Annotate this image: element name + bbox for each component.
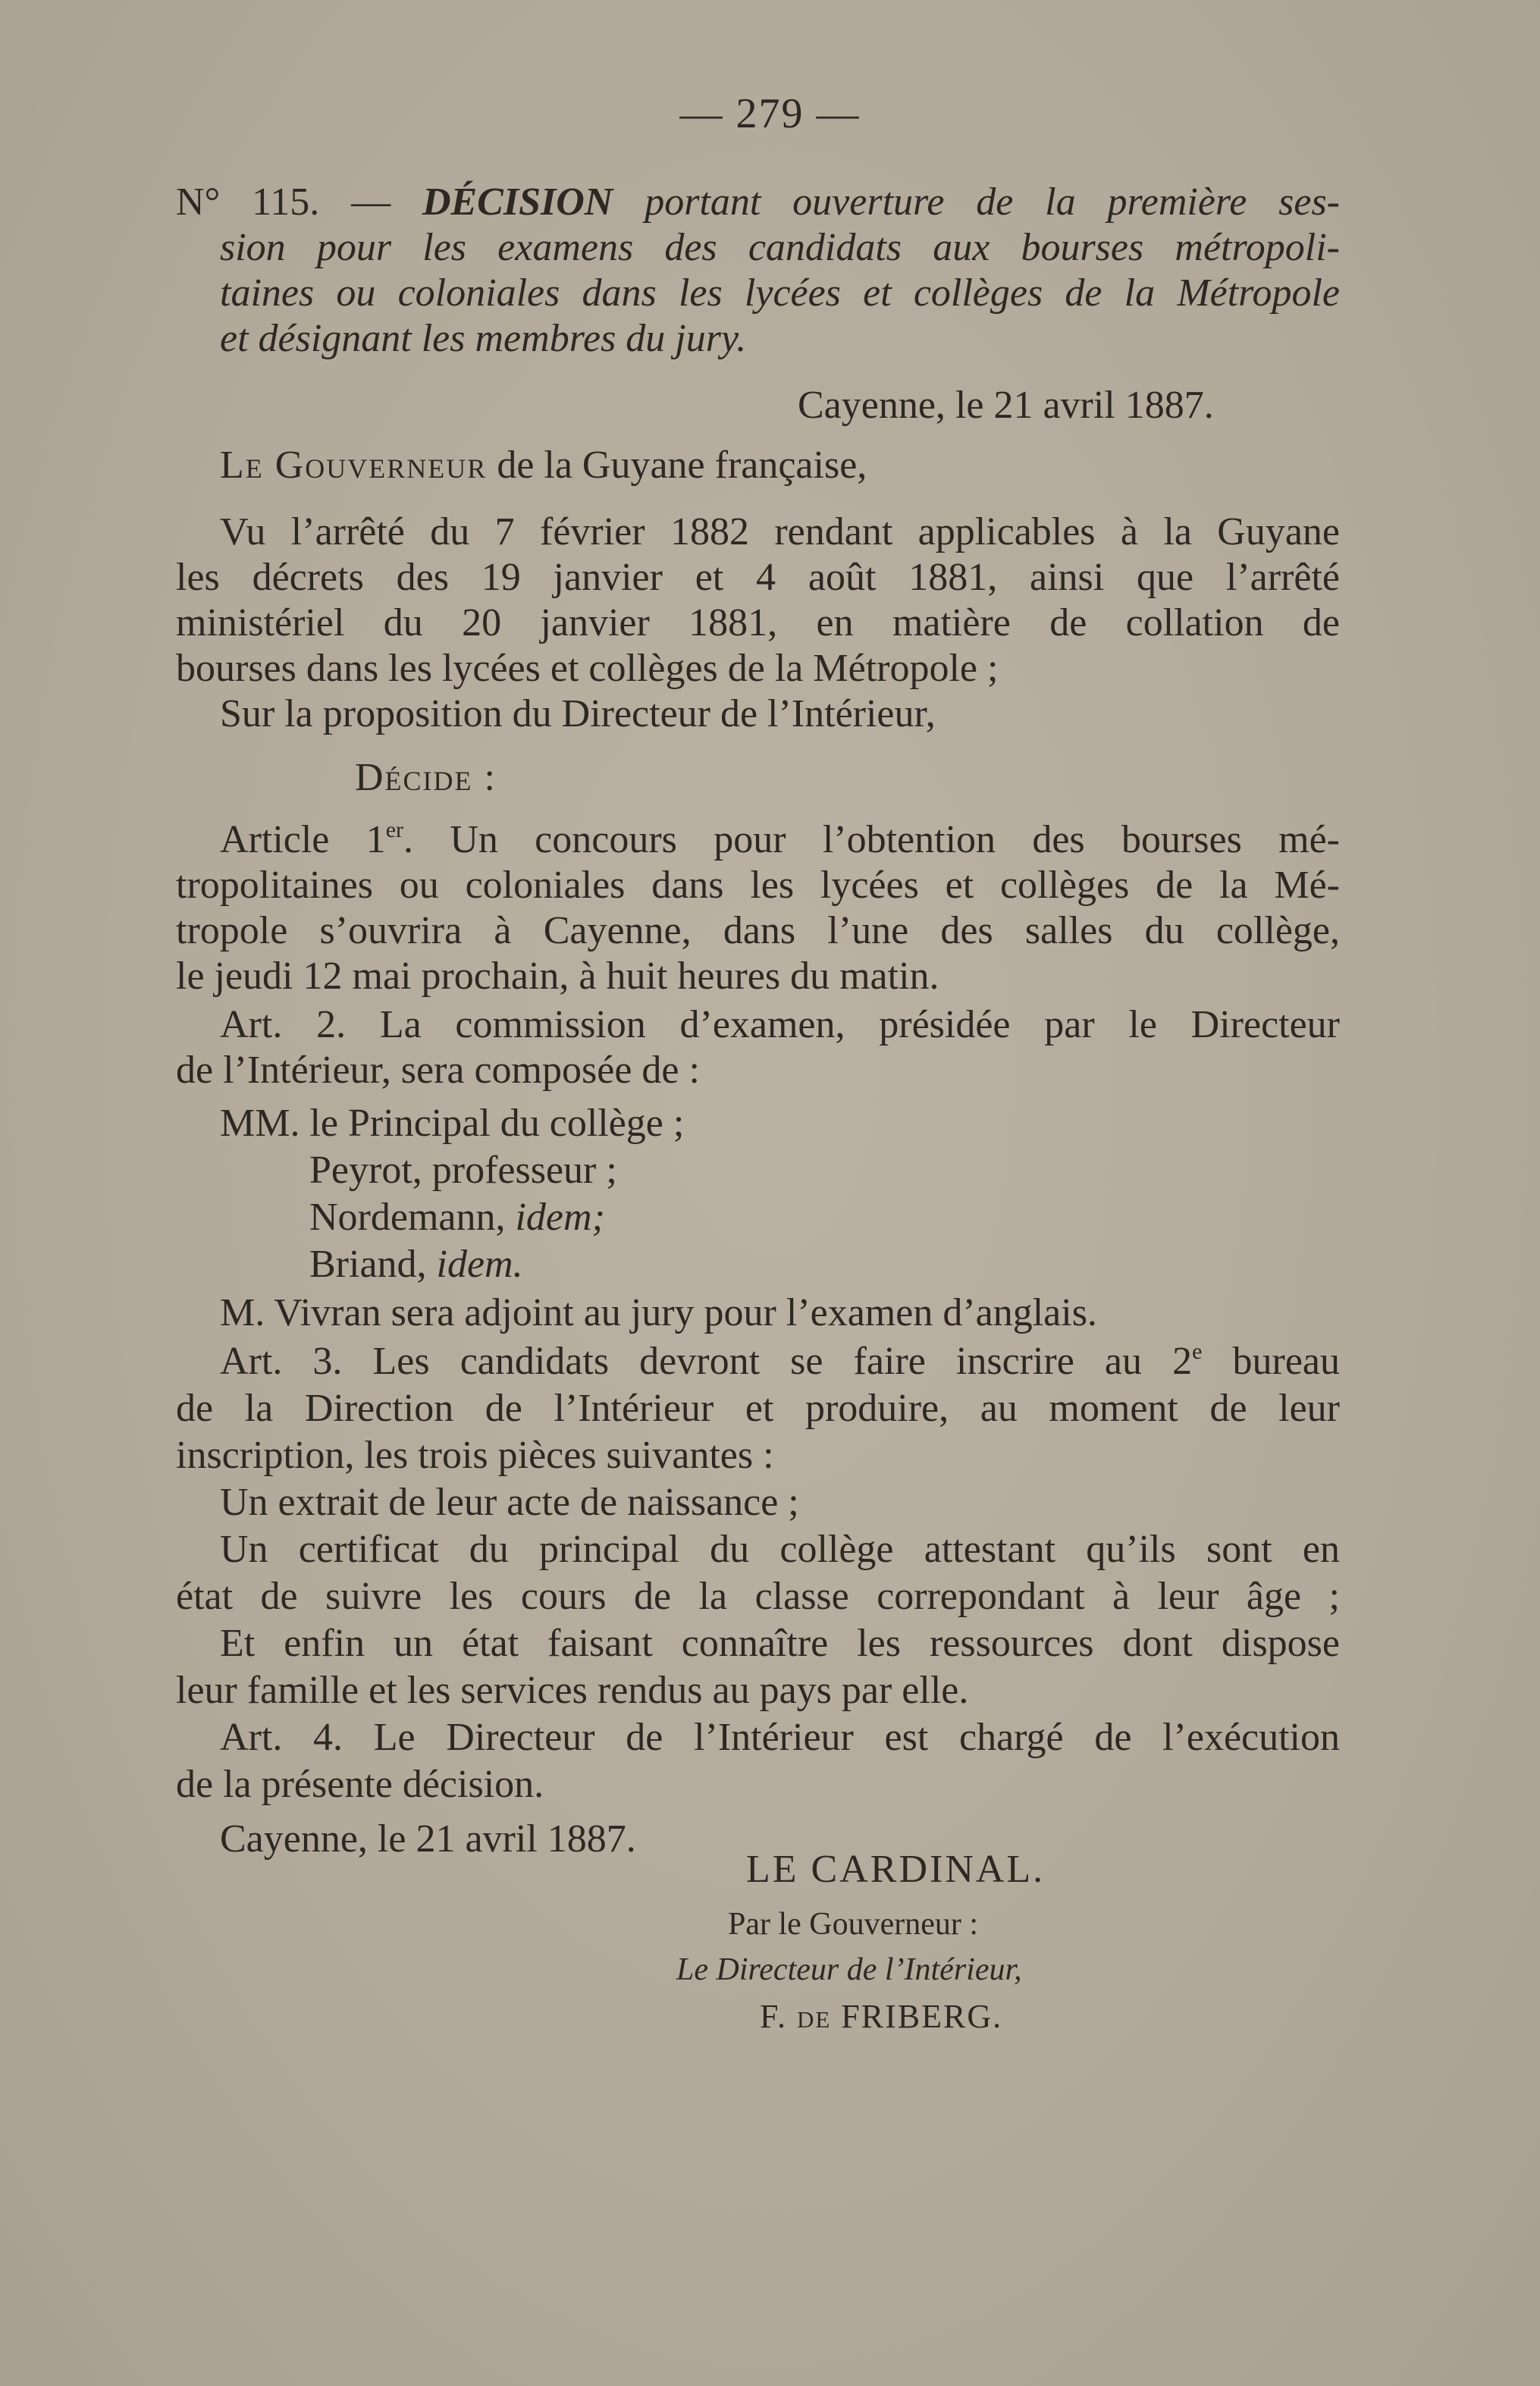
article1-line-3: tropole s’ouvrira à Cayenne, dans l’une des salles du collège, — [176, 909, 1340, 952]
authority-rest: de la Guyane française, — [487, 444, 867, 487]
article1-line-4: le jeudi 12 mai prochain, à huit heures du matin. — [176, 955, 939, 998]
signer-name: LE CARDINAL. — [746, 1848, 1046, 1891]
closing-date: Cayenne, le 21 avril 1887. — [220, 1817, 636, 1861]
heading-line-4: et désignant les membres du jury. — [220, 317, 747, 360]
name-last: FRIBERG. — [831, 1998, 1003, 2035]
article1-sup: er — [385, 817, 403, 842]
member-4 — [309, 1242, 1340, 1287]
piece-2-line-1: Un certificat du principal du collège attestant qu’ils sont en — [220, 1528, 1340, 1571]
member-text: Briand, — [309, 1243, 437, 1286]
article4-line-1: Art. 4. Le Directeur de l’Intérieur est chargé de l’exécution — [220, 1716, 1340, 1759]
friberg-signature — [760, 1997, 1002, 2036]
vu-line-3: ministériel du 20 janvier 1881, en matière de collation de — [176, 601, 1340, 644]
article3-line-3: inscription, les trois pièces suivantes : — [176, 1434, 774, 1477]
member-idem: idem; — [515, 1196, 605, 1239]
name-initial: F. — [760, 1998, 797, 2035]
article2-line-2: de l’Intérieur, sera composée de : — [176, 1049, 700, 1092]
vu-line-1: Vu l’arrêté du 7 février 1882 rendant applicables à la Guyane — [220, 510, 1340, 553]
article1-line-2: tropolitaines ou coloniales dans les lycées et collèges de la Mé- — [176, 864, 1340, 907]
authority-title: Le Gouverneur — [220, 444, 488, 487]
piece-2-line-2: état de suivre les cours de la classe correpondant à leur âge ; — [176, 1575, 1340, 1618]
name-particle: de — [796, 1998, 832, 2035]
page-number: — 279 — — [679, 90, 861, 137]
adjoint-line: M. Vivran sera adjoint au jury pour l’examen d’anglais. — [220, 1291, 1097, 1334]
member-3 — [309, 1195, 1340, 1240]
member-2: Peyrot, professeur ; — [309, 1149, 617, 1192]
article3-line-1 — [220, 1339, 1340, 1384]
decision-title-word: DÉCISION — [422, 180, 613, 224]
article3-line-2: de la Direction de l’Intérieur et produire, au moment de leur — [176, 1387, 1340, 1430]
member-prefix: MM. — [220, 1102, 310, 1145]
dateline: Cayenne, le 21 avril 1887. — [798, 384, 1214, 427]
article3-first-pre: Art. 3. Les candidats devront se faire inscrire au 2 — [220, 1340, 1193, 1383]
authority-line — [220, 443, 1340, 488]
piece-3-line-2: leur famille et les services rendus au pays par elle. — [176, 1669, 969, 1712]
article4-line-2: de la présente décision. — [176, 1763, 544, 1806]
piece-1: Un extrait de leur acte de naissance ; — [220, 1481, 799, 1524]
member-idem: idem. — [436, 1243, 523, 1286]
vu-line-2: les décrets des 19 janvier et 4 août 1881, ainsi que l’arrêté — [176, 556, 1340, 599]
sur-proposition-line: Sur la proposition du Directeur de l’Intérieur, — [220, 692, 936, 735]
member-text: le Principal du collège ; — [309, 1102, 685, 1145]
article3-sup: e — [1192, 1339, 1203, 1364]
article1-label: Article 1 — [220, 818, 386, 861]
article1-line-1 — [220, 817, 1340, 863]
piece-3-line-1: Et enfin un état faisant connaître les ressources dont dispose — [220, 1622, 1340, 1665]
article3-first-post: bureau — [1202, 1340, 1340, 1383]
member-text: Nordemann, — [309, 1196, 516, 1239]
article2-line-1: Art. 2. La commission d’examen, présidée par le Directeur — [220, 1003, 1340, 1046]
decide-heading: Décide : — [355, 756, 497, 799]
decision-number: N° 115. — — [176, 180, 391, 224]
vu-line-4: bourses dans les lycées et collèges de la Métropole ; — [176, 647, 999, 690]
par-le-gouverneur: Par le Gouverneur : — [728, 1907, 979, 1942]
article1-first-rest: . Un concours pour l’obtention des bourses mé- — [403, 818, 1340, 861]
directeur-office: Le Directeur de l’Intérieur, — [676, 1952, 1022, 1987]
member-1 — [220, 1101, 1340, 1146]
heading-text-1: portant ouverture de la première ses- — [645, 180, 1340, 224]
heading-line-3: taines ou coloniales dans les lycées et collèges de la Métropole — [220, 271, 1340, 315]
heading-line-2: sion pour les examens des candidats aux bourses métropoli- — [220, 226, 1340, 269]
heading-line-1 — [176, 180, 1340, 225]
